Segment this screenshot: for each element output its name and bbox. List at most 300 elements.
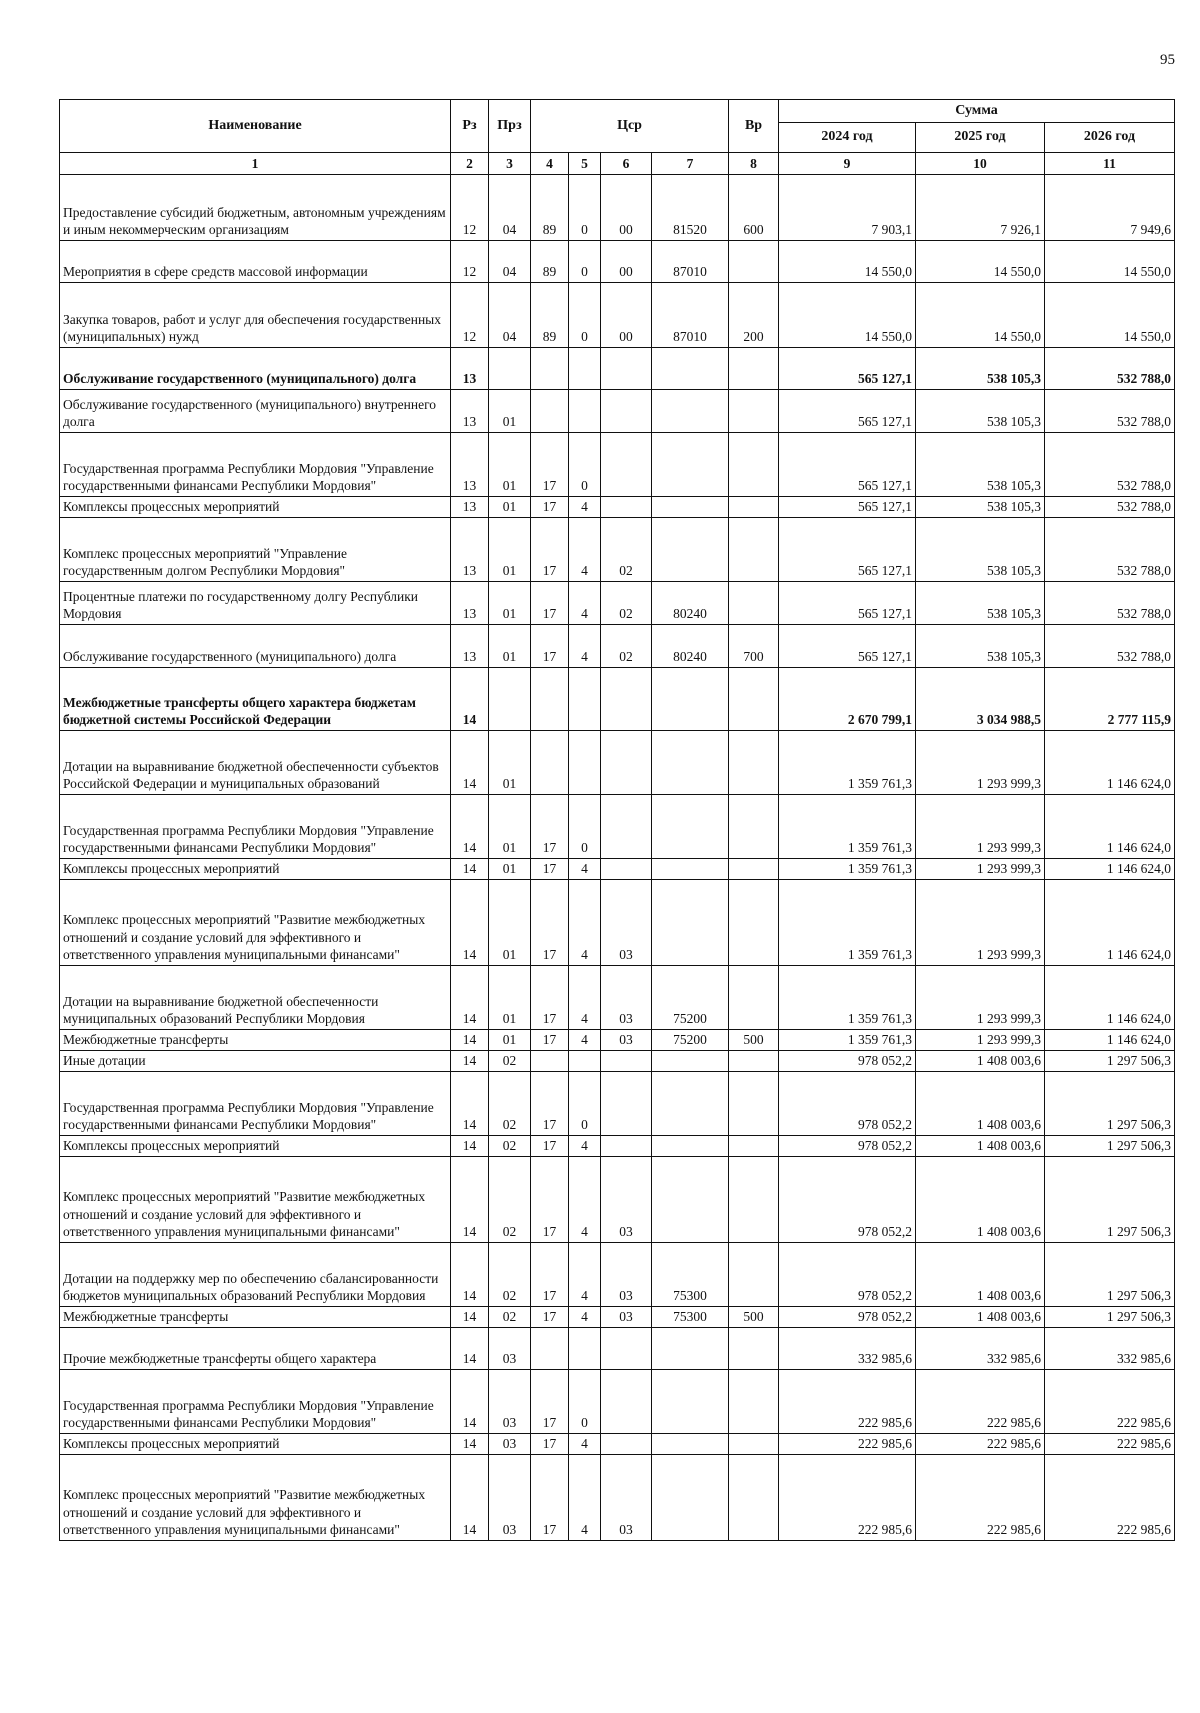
row-sum-2025: 3 034 988,5 bbox=[916, 668, 1045, 731]
col-number: 7 bbox=[652, 153, 729, 175]
row-rz: 14 bbox=[451, 1307, 489, 1328]
table-row bbox=[60, 1157, 1175, 1243]
row-rz: 14 bbox=[451, 1328, 489, 1370]
row-rz: 14 bbox=[451, 1434, 489, 1455]
col-number: 3 bbox=[489, 153, 531, 175]
header-year-2026: 2026 год bbox=[1045, 123, 1175, 153]
row-sum-2025: 1 293 999,3 bbox=[916, 859, 1045, 880]
row-sum-2025: 1 408 003,6 bbox=[916, 1072, 1045, 1136]
row-prz: 01 bbox=[489, 497, 531, 518]
row-name: Государственная программа Республики Мордовия "Управление государственными финансами Республики Мордовия" bbox=[60, 1072, 451, 1136]
row-vr bbox=[729, 1157, 779, 1243]
row-csr-3: 03 bbox=[601, 1455, 652, 1541]
row-csr-2: 4 bbox=[569, 582, 601, 625]
row-csr-4: 80240 bbox=[652, 625, 729, 668]
row-csr-3: 02 bbox=[601, 582, 652, 625]
col-number: 4 bbox=[531, 153, 569, 175]
row-name: Комплекс процессных мероприятий "Развитие межбюджетных отношений и создание условий для эффективного и ответственного управления муниципальными финансами" bbox=[60, 880, 451, 966]
row-csr-2: 4 bbox=[569, 1455, 601, 1541]
row-sum-2026: 1 297 506,3 bbox=[1045, 1157, 1175, 1243]
row-rz: 14 bbox=[451, 1051, 489, 1072]
table-row bbox=[60, 1434, 1175, 1455]
row-csr-1: 17 bbox=[531, 518, 569, 582]
row-sum-2024: 978 052,2 bbox=[779, 1243, 916, 1307]
row-csr-1: 17 bbox=[531, 966, 569, 1030]
table-row bbox=[60, 175, 1175, 241]
row-sum-2025: 14 550,0 bbox=[916, 283, 1045, 348]
row-vr bbox=[729, 390, 779, 433]
row-csr-4 bbox=[652, 390, 729, 433]
row-csr-2: 4 bbox=[569, 859, 601, 880]
row-rz: 13 bbox=[451, 390, 489, 433]
row-csr-2: 4 bbox=[569, 497, 601, 518]
row-csr-4: 87010 bbox=[652, 283, 729, 348]
table-row bbox=[60, 582, 1175, 625]
row-csr-2: 4 bbox=[569, 1030, 601, 1051]
col-number: 8 bbox=[729, 153, 779, 175]
row-name: Процентные платежи по государственному долгу Республики Мордовия bbox=[60, 582, 451, 625]
row-csr-1 bbox=[531, 668, 569, 731]
row-csr-3: 03 bbox=[601, 966, 652, 1030]
col-number: 2 bbox=[451, 153, 489, 175]
row-sum-2026: 1 297 506,3 bbox=[1045, 1051, 1175, 1072]
row-csr-2: 4 bbox=[569, 966, 601, 1030]
row-sum-2025: 1 408 003,6 bbox=[916, 1157, 1045, 1243]
row-sum-2025: 332 985,6 bbox=[916, 1328, 1045, 1370]
row-prz: 02 bbox=[489, 1136, 531, 1157]
row-csr-3 bbox=[601, 1370, 652, 1434]
row-csr-1: 17 bbox=[531, 625, 569, 668]
row-vr bbox=[729, 1455, 779, 1541]
row-csr-2: 4 bbox=[569, 1243, 601, 1307]
row-sum-2025: 14 550,0 bbox=[916, 241, 1045, 283]
row-name: Комплексы процессных мероприятий bbox=[60, 859, 451, 880]
row-name: Межбюджетные трансферты bbox=[60, 1307, 451, 1328]
row-csr-1: 89 bbox=[531, 283, 569, 348]
row-csr-4 bbox=[652, 1072, 729, 1136]
header-year-2025: 2025 год bbox=[916, 123, 1045, 153]
row-sum-2026: 1 146 624,0 bbox=[1045, 795, 1175, 859]
row-sum-2026: 1 146 624,0 bbox=[1045, 1030, 1175, 1051]
table-row bbox=[60, 625, 1175, 668]
row-csr-3: 03 bbox=[601, 880, 652, 966]
row-sum-2024: 332 985,6 bbox=[779, 1328, 916, 1370]
row-csr-2: 4 bbox=[569, 625, 601, 668]
row-sum-2026: 532 788,0 bbox=[1045, 582, 1175, 625]
row-csr-2: 0 bbox=[569, 433, 601, 497]
row-rz: 12 bbox=[451, 283, 489, 348]
row-vr bbox=[729, 731, 779, 795]
row-csr-4: 81520 bbox=[652, 175, 729, 241]
row-csr-2: 0 bbox=[569, 175, 601, 241]
row-csr-3 bbox=[601, 859, 652, 880]
row-csr-1: 89 bbox=[531, 241, 569, 283]
row-csr-3 bbox=[601, 1328, 652, 1370]
row-csr-3 bbox=[601, 433, 652, 497]
row-csr-1: 17 bbox=[531, 1157, 569, 1243]
row-name: Дотации на выравнивание бюджетной обеспеченности муниципальных образований Республики Мордовия bbox=[60, 966, 451, 1030]
row-csr-4 bbox=[652, 1434, 729, 1455]
row-sum-2026: 532 788,0 bbox=[1045, 625, 1175, 668]
header-csr: Цср bbox=[531, 100, 729, 153]
row-rz: 14 bbox=[451, 1243, 489, 1307]
row-sum-2026: 1 297 506,3 bbox=[1045, 1136, 1175, 1157]
row-sum-2024: 14 550,0 bbox=[779, 241, 916, 283]
row-csr-3 bbox=[601, 668, 652, 731]
row-name: Межбюджетные трансферты bbox=[60, 1030, 451, 1051]
row-rz: 12 bbox=[451, 175, 489, 241]
row-sum-2025: 1 293 999,3 bbox=[916, 731, 1045, 795]
row-vr bbox=[729, 668, 779, 731]
row-prz: 02 bbox=[489, 1051, 531, 1072]
header-year-2024: 2024 год bbox=[779, 123, 916, 153]
col-number: 9 bbox=[779, 153, 916, 175]
row-rz: 14 bbox=[451, 1136, 489, 1157]
row-sum-2024: 222 985,6 bbox=[779, 1370, 916, 1434]
row-prz: 03 bbox=[489, 1370, 531, 1434]
row-csr-2: 0 bbox=[569, 283, 601, 348]
row-csr-2 bbox=[569, 1328, 601, 1370]
row-name: Комплексы процессных мероприятий bbox=[60, 1434, 451, 1455]
row-sum-2024: 978 052,2 bbox=[779, 1072, 916, 1136]
row-sum-2024: 1 359 761,3 bbox=[779, 795, 916, 859]
row-sum-2025: 538 105,3 bbox=[916, 497, 1045, 518]
row-sum-2025: 538 105,3 bbox=[916, 625, 1045, 668]
row-prz: 01 bbox=[489, 731, 531, 795]
row-csr-1: 17 bbox=[531, 1455, 569, 1541]
row-name: Комплексы процессных мероприятий bbox=[60, 1136, 451, 1157]
row-csr-4 bbox=[652, 1157, 729, 1243]
row-sum-2025: 1 293 999,3 bbox=[916, 795, 1045, 859]
row-rz: 13 bbox=[451, 582, 489, 625]
row-prz bbox=[489, 668, 531, 731]
table-row bbox=[60, 880, 1175, 966]
table-row bbox=[60, 795, 1175, 859]
row-csr-2 bbox=[569, 668, 601, 731]
row-sum-2026: 7 949,6 bbox=[1045, 175, 1175, 241]
row-csr-2 bbox=[569, 390, 601, 433]
row-vr: 700 bbox=[729, 625, 779, 668]
row-csr-4: 75300 bbox=[652, 1307, 729, 1328]
table-row bbox=[60, 241, 1175, 283]
row-vr bbox=[729, 859, 779, 880]
row-csr-4 bbox=[652, 668, 729, 731]
row-vr bbox=[729, 518, 779, 582]
row-prz: 04 bbox=[489, 241, 531, 283]
row-name: Прочие межбюджетные трансферты общего характера bbox=[60, 1328, 451, 1370]
row-csr-3 bbox=[601, 1434, 652, 1455]
row-sum-2025: 538 105,3 bbox=[916, 390, 1045, 433]
row-sum-2025: 222 985,6 bbox=[916, 1434, 1045, 1455]
row-sum-2025: 538 105,3 bbox=[916, 582, 1045, 625]
row-vr bbox=[729, 795, 779, 859]
row-name: Государственная программа Республики Мордовия "Управление государственными финансами Республики Мордовия" bbox=[60, 433, 451, 497]
row-sum-2026: 532 788,0 bbox=[1045, 433, 1175, 497]
row-name: Государственная программа Республики Мордовия "Управление государственными финансами Республики Мордовия" bbox=[60, 1370, 451, 1434]
table-row bbox=[60, 518, 1175, 582]
row-sum-2024: 565 127,1 bbox=[779, 433, 916, 497]
row-csr-1: 17 bbox=[531, 1434, 569, 1455]
row-csr-3 bbox=[601, 795, 652, 859]
row-sum-2024: 222 985,6 bbox=[779, 1455, 916, 1541]
row-name: Комплекс процессных мероприятий "Управление государственным долгом Республики Мордовия" bbox=[60, 518, 451, 582]
row-csr-4 bbox=[652, 1328, 729, 1370]
row-rz: 14 bbox=[451, 731, 489, 795]
row-csr-3 bbox=[601, 390, 652, 433]
row-csr-4 bbox=[652, 795, 729, 859]
table-row bbox=[60, 668, 1175, 731]
row-csr-2: 0 bbox=[569, 795, 601, 859]
row-csr-1: 89 bbox=[531, 175, 569, 241]
row-csr-2 bbox=[569, 731, 601, 795]
table-row bbox=[60, 859, 1175, 880]
row-csr-1: 17 bbox=[531, 582, 569, 625]
row-csr-4 bbox=[652, 1370, 729, 1434]
row-sum-2024: 565 127,1 bbox=[779, 582, 916, 625]
row-csr-1: 17 bbox=[531, 433, 569, 497]
row-sum-2026: 14 550,0 bbox=[1045, 241, 1175, 283]
table-row bbox=[60, 966, 1175, 1030]
row-csr-4 bbox=[652, 348, 729, 390]
row-prz: 02 bbox=[489, 1307, 531, 1328]
row-csr-1 bbox=[531, 731, 569, 795]
row-rz: 14 bbox=[451, 1370, 489, 1434]
row-name: Государственная программа Республики Мордовия "Управление государственными финансами Республики Мордовия" bbox=[60, 795, 451, 859]
row-vr bbox=[729, 880, 779, 966]
row-prz: 01 bbox=[489, 582, 531, 625]
row-vr bbox=[729, 1434, 779, 1455]
row-csr-1 bbox=[531, 348, 569, 390]
row-name: Обслуживание государственного (муниципального) долга bbox=[60, 348, 451, 390]
row-prz: 01 bbox=[489, 390, 531, 433]
row-csr-2: 0 bbox=[569, 1370, 601, 1434]
row-csr-4 bbox=[652, 497, 729, 518]
row-sum-2026: 1 146 624,0 bbox=[1045, 966, 1175, 1030]
row-sum-2025: 538 105,3 bbox=[916, 433, 1045, 497]
row-vr bbox=[729, 348, 779, 390]
row-sum-2026: 222 985,6 bbox=[1045, 1434, 1175, 1455]
row-csr-2: 4 bbox=[569, 880, 601, 966]
row-sum-2024: 978 052,2 bbox=[779, 1307, 916, 1328]
row-sum-2026: 332 985,6 bbox=[1045, 1328, 1175, 1370]
row-csr-4 bbox=[652, 1455, 729, 1541]
header-rz: Рз bbox=[451, 100, 489, 153]
row-csr-3 bbox=[601, 1136, 652, 1157]
row-sum-2026: 2 777 115,9 bbox=[1045, 668, 1175, 731]
col-number: 10 bbox=[916, 153, 1045, 175]
row-vr bbox=[729, 241, 779, 283]
row-vr bbox=[729, 1136, 779, 1157]
table-row bbox=[60, 1243, 1175, 1307]
row-prz: 01 bbox=[489, 625, 531, 668]
row-sum-2024: 978 052,2 bbox=[779, 1051, 916, 1072]
row-csr-4: 75300 bbox=[652, 1243, 729, 1307]
row-csr-1: 17 bbox=[531, 859, 569, 880]
row-vr bbox=[729, 433, 779, 497]
row-sum-2025: 222 985,6 bbox=[916, 1455, 1045, 1541]
row-csr-1: 17 bbox=[531, 1243, 569, 1307]
table-row bbox=[60, 1051, 1175, 1072]
row-prz: 01 bbox=[489, 966, 531, 1030]
row-csr-2: 4 bbox=[569, 1157, 601, 1243]
row-vr bbox=[729, 1072, 779, 1136]
row-csr-4: 87010 bbox=[652, 241, 729, 283]
row-csr-4 bbox=[652, 518, 729, 582]
col-number: 5 bbox=[569, 153, 601, 175]
row-prz: 03 bbox=[489, 1328, 531, 1370]
row-sum-2026: 1 146 624,0 bbox=[1045, 731, 1175, 795]
col-number: 11 bbox=[1045, 153, 1175, 175]
row-csr-3: 03 bbox=[601, 1030, 652, 1051]
row-csr-3 bbox=[601, 1072, 652, 1136]
row-rz: 14 bbox=[451, 966, 489, 1030]
row-sum-2024: 1 359 761,3 bbox=[779, 966, 916, 1030]
row-rz: 14 bbox=[451, 1455, 489, 1541]
row-csr-4: 75200 bbox=[652, 966, 729, 1030]
row-csr-4 bbox=[652, 859, 729, 880]
row-name: Дотации на выравнивание бюджетной обеспеченности субъектов Российской Федерации и муниципальных образований bbox=[60, 731, 451, 795]
row-sum-2026: 1 146 624,0 bbox=[1045, 859, 1175, 880]
row-sum-2024: 565 127,1 bbox=[779, 518, 916, 582]
row-sum-2025: 222 985,6 bbox=[916, 1370, 1045, 1434]
row-sum-2024: 7 903,1 bbox=[779, 175, 916, 241]
row-sum-2026: 1 297 506,3 bbox=[1045, 1072, 1175, 1136]
row-sum-2025: 1 293 999,3 bbox=[916, 880, 1045, 966]
row-sum-2026: 532 788,0 bbox=[1045, 348, 1175, 390]
row-sum-2024: 565 127,1 bbox=[779, 497, 916, 518]
table-row bbox=[60, 348, 1175, 390]
row-sum-2026: 532 788,0 bbox=[1045, 497, 1175, 518]
header-prz: Прз bbox=[489, 100, 531, 153]
table-row bbox=[60, 497, 1175, 518]
row-csr-3: 02 bbox=[601, 625, 652, 668]
row-sum-2024: 565 127,1 bbox=[779, 348, 916, 390]
table-row bbox=[60, 731, 1175, 795]
row-prz: 04 bbox=[489, 175, 531, 241]
row-vr: 200 bbox=[729, 283, 779, 348]
row-csr-3: 03 bbox=[601, 1307, 652, 1328]
row-sum-2024: 222 985,6 bbox=[779, 1434, 916, 1455]
row-vr bbox=[729, 582, 779, 625]
row-rz: 14 bbox=[451, 859, 489, 880]
row-sum-2026: 1 146 624,0 bbox=[1045, 880, 1175, 966]
row-sum-2026: 532 788,0 bbox=[1045, 390, 1175, 433]
table-row bbox=[60, 283, 1175, 348]
row-sum-2025: 538 105,3 bbox=[916, 518, 1045, 582]
row-csr-1: 17 bbox=[531, 1072, 569, 1136]
header-vr: Вр bbox=[729, 100, 779, 153]
row-csr-4 bbox=[652, 1051, 729, 1072]
row-csr-4: 80240 bbox=[652, 582, 729, 625]
row-prz bbox=[489, 348, 531, 390]
row-csr-1: 17 bbox=[531, 1307, 569, 1328]
row-vr bbox=[729, 966, 779, 1030]
row-csr-4: 75200 bbox=[652, 1030, 729, 1051]
row-sum-2025: 1 408 003,6 bbox=[916, 1307, 1045, 1328]
table-row bbox=[60, 1307, 1175, 1328]
row-sum-2026: 14 550,0 bbox=[1045, 283, 1175, 348]
table-row bbox=[60, 390, 1175, 433]
row-csr-3: 00 bbox=[601, 283, 652, 348]
row-rz: 14 bbox=[451, 668, 489, 731]
row-prz: 01 bbox=[489, 880, 531, 966]
row-csr-1: 17 bbox=[531, 880, 569, 966]
row-prz: 02 bbox=[489, 1157, 531, 1243]
row-prz: 03 bbox=[489, 1455, 531, 1541]
row-csr-2 bbox=[569, 1051, 601, 1072]
row-vr: 600 bbox=[729, 175, 779, 241]
row-csr-1: 17 bbox=[531, 497, 569, 518]
row-sum-2025: 538 105,3 bbox=[916, 348, 1045, 390]
row-sum-2026: 532 788,0 bbox=[1045, 518, 1175, 582]
header-sum: Сумма bbox=[779, 100, 1175, 123]
row-csr-4 bbox=[652, 731, 729, 795]
row-prz: 01 bbox=[489, 1030, 531, 1051]
row-rz: 14 bbox=[451, 1157, 489, 1243]
row-rz: 14 bbox=[451, 1072, 489, 1136]
row-sum-2026: 222 985,6 bbox=[1045, 1370, 1175, 1434]
row-csr-3: 03 bbox=[601, 1243, 652, 1307]
row-prz: 04 bbox=[489, 283, 531, 348]
table-row bbox=[60, 1072, 1175, 1136]
row-prz: 01 bbox=[489, 518, 531, 582]
row-prz: 03 bbox=[489, 1434, 531, 1455]
row-sum-2026: 222 985,6 bbox=[1045, 1455, 1175, 1541]
row-prz: 01 bbox=[489, 859, 531, 880]
row-csr-3: 03 bbox=[601, 1157, 652, 1243]
row-csr-1: 17 bbox=[531, 795, 569, 859]
budget-table bbox=[59, 99, 1175, 1541]
row-sum-2025: 1 293 999,3 bbox=[916, 1030, 1045, 1051]
row-csr-1 bbox=[531, 1051, 569, 1072]
table-row bbox=[60, 1455, 1175, 1541]
row-rz: 14 bbox=[451, 1030, 489, 1051]
row-csr-4 bbox=[652, 880, 729, 966]
row-rz: 13 bbox=[451, 348, 489, 390]
row-name: Комплексы процессных мероприятий bbox=[60, 497, 451, 518]
row-csr-3: 00 bbox=[601, 241, 652, 283]
table-body bbox=[60, 175, 1175, 1541]
row-vr: 500 bbox=[729, 1307, 779, 1328]
row-csr-2: 4 bbox=[569, 1434, 601, 1455]
row-prz: 02 bbox=[489, 1243, 531, 1307]
row-vr bbox=[729, 1051, 779, 1072]
row-sum-2025: 1 408 003,6 bbox=[916, 1051, 1045, 1072]
row-name: Закупка товаров, работ и услуг для обеспечения государственных (муниципальных) нужд bbox=[60, 283, 451, 348]
column-number-row bbox=[60, 153, 1175, 175]
row-sum-2026: 1 297 506,3 bbox=[1045, 1243, 1175, 1307]
row-rz: 14 bbox=[451, 795, 489, 859]
row-csr-2: 4 bbox=[569, 1136, 601, 1157]
row-sum-2024: 565 127,1 bbox=[779, 390, 916, 433]
row-sum-2025: 1 293 999,3 bbox=[916, 966, 1045, 1030]
row-csr-3 bbox=[601, 731, 652, 795]
row-csr-4 bbox=[652, 433, 729, 497]
row-sum-2025: 1 408 003,6 bbox=[916, 1243, 1045, 1307]
header-name: Наименование bbox=[60, 100, 451, 153]
row-sum-2024: 1 359 761,3 bbox=[779, 1030, 916, 1051]
row-rz: 14 bbox=[451, 880, 489, 966]
row-sum-2024: 978 052,2 bbox=[779, 1136, 916, 1157]
row-csr-1: 17 bbox=[531, 1370, 569, 1434]
row-name: Комплекс процессных мероприятий "Развитие межбюджетных отношений и создание условий для эффективного и ответственного управления муниципальными финансами" bbox=[60, 1157, 451, 1243]
row-csr-3 bbox=[601, 497, 652, 518]
row-csr-3: 02 bbox=[601, 518, 652, 582]
row-csr-1: 17 bbox=[531, 1030, 569, 1051]
row-csr-2: 4 bbox=[569, 518, 601, 582]
page-number: 95 bbox=[1160, 52, 1175, 68]
row-sum-2024: 1 359 761,3 bbox=[779, 880, 916, 966]
